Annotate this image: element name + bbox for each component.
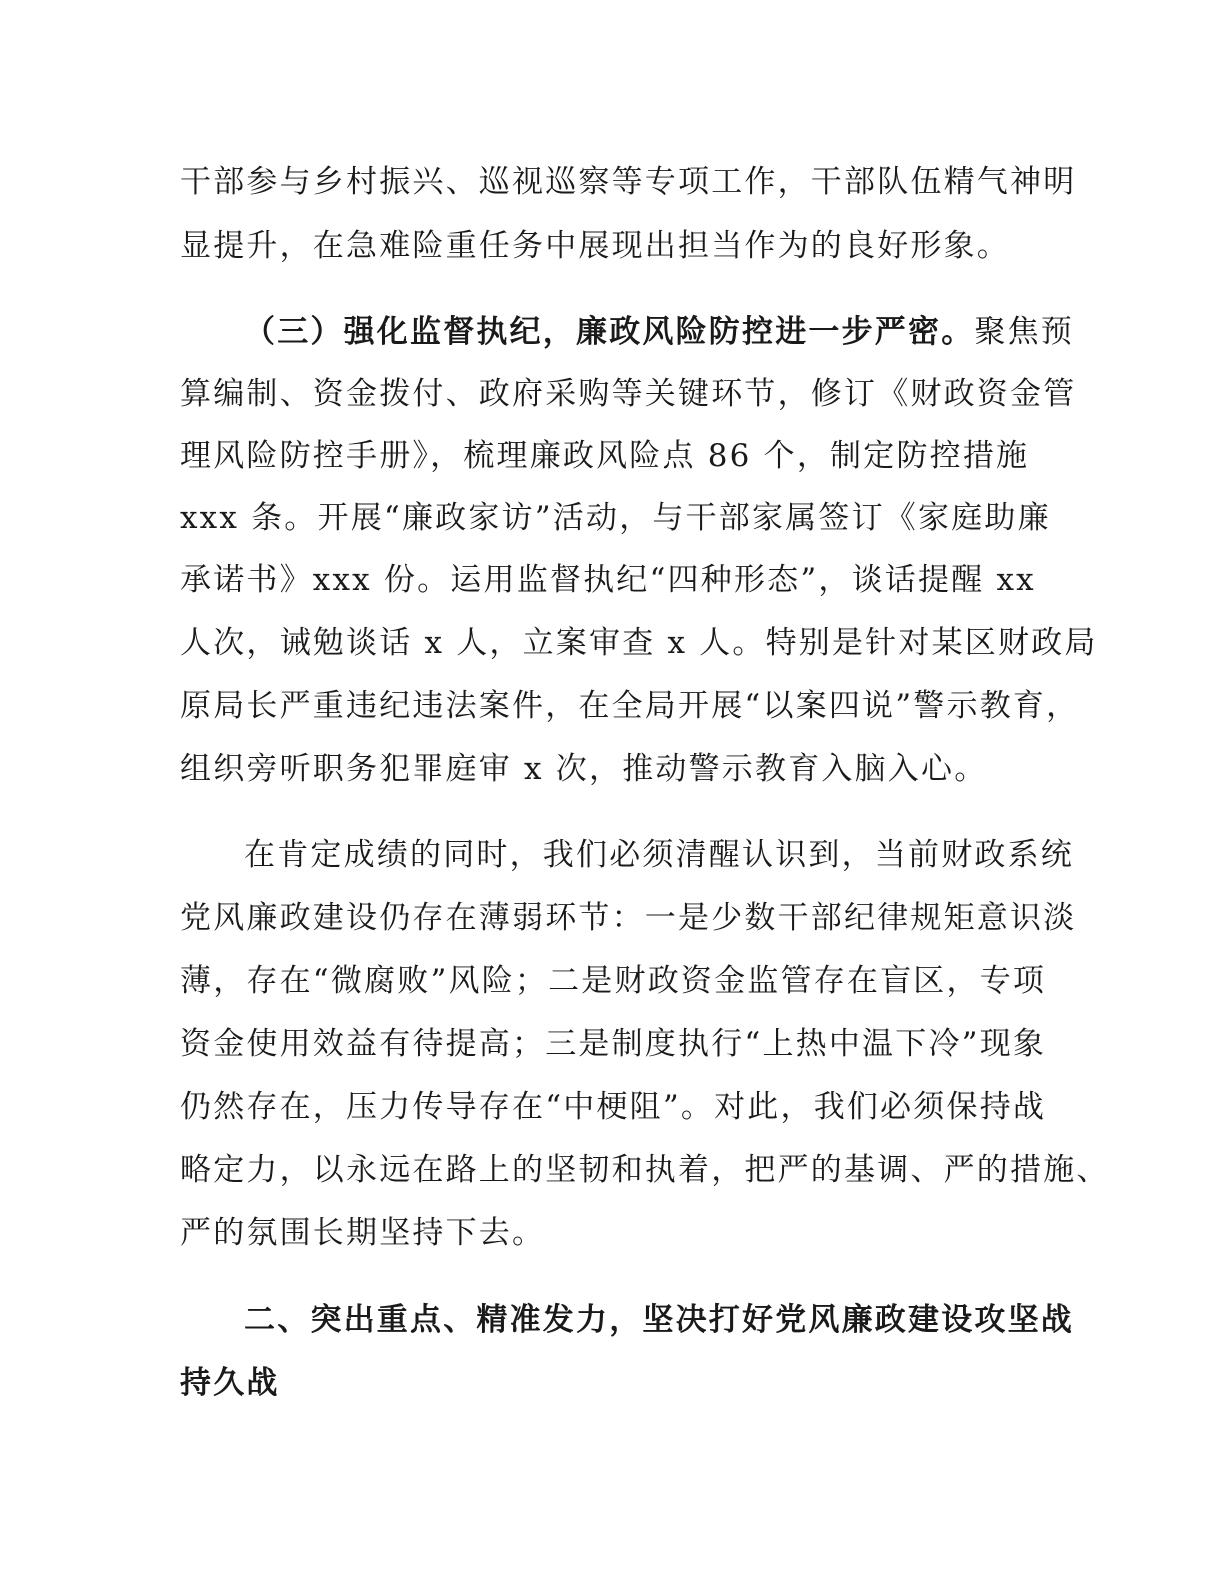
section-3-text: 聚焦预 (974, 314, 1075, 350)
paragraph-line: 略定力，以永远在路上的坚韧和执着，把严的基调、严的措施、 (180, 1152, 1110, 1188)
section-heading-continued: 持久战 (180, 1365, 280, 1401)
paragraph-line: 严的氛围长期坚持下去。 (180, 1215, 546, 1251)
paragraph-line: 干部参与乡村振兴、巡视巡察等专项工作，干部队伍精气神明 (180, 164, 1077, 200)
paragraph-line: 党风廉政建设仍存在薄弱环节：一是少数干部纪律规矩意识淡 (180, 900, 1077, 936)
section-3-first-line (244, 312, 1074, 352)
paragraph-line: 人次，诫勉谈话 x 人，立案审查 x 人。特别是针对某区财政局 (180, 625, 1098, 661)
paragraph-line: 仍然存在，压力传导存在“中梗阻”。对此，我们必须保持战 (180, 1089, 1047, 1125)
paragraph-line: 组织旁听职务犯罪庭审 x 次，推动警示教育入脑入心。 (180, 751, 988, 787)
paragraph-line: 显提升，在急难险重任务中展现出担当作为的良好形象。 (180, 228, 1010, 264)
paragraph-line: 原局长严重违纪违法案件，在全局开展“以案四说”警示教育， (180, 688, 1080, 724)
paragraph-line: 薄，存在“微腐败”风险；二是财政资金监管存在盲区，专项 (180, 963, 1047, 999)
paragraph-line: 算编制、资金拨付、政府采购等关键环节，修订《财政资金管 (180, 376, 1077, 412)
paragraph-line: 承诺书》xxx 份。运用监督执纪“四种形态”，谈话提醒 xx (180, 562, 1036, 598)
paragraph-line: 理风险防控手册》，梳理廉政风险点 86 个，制定防控措施 (180, 438, 1030, 474)
paragraph-line: 资金使用效益有待提高；三是制度执行“上热中温下冷”现象 (180, 1026, 1047, 1062)
paragraph-line: xxx 条。开展“廉政家访”活动，与干部家属签订《家庭助廉 (180, 500, 1051, 536)
section-3-heading: （三）强化监督执纪，廉政风险防控进一步严密。 (244, 314, 975, 350)
paragraph-line: 在肯定成绩的同时，我们必须清醒认识到，当前财政系统 (244, 837, 1074, 873)
section-heading: 二、突出重点、精准发力，坚决打好党风廉政建设攻坚战 (244, 1302, 1074, 1338)
